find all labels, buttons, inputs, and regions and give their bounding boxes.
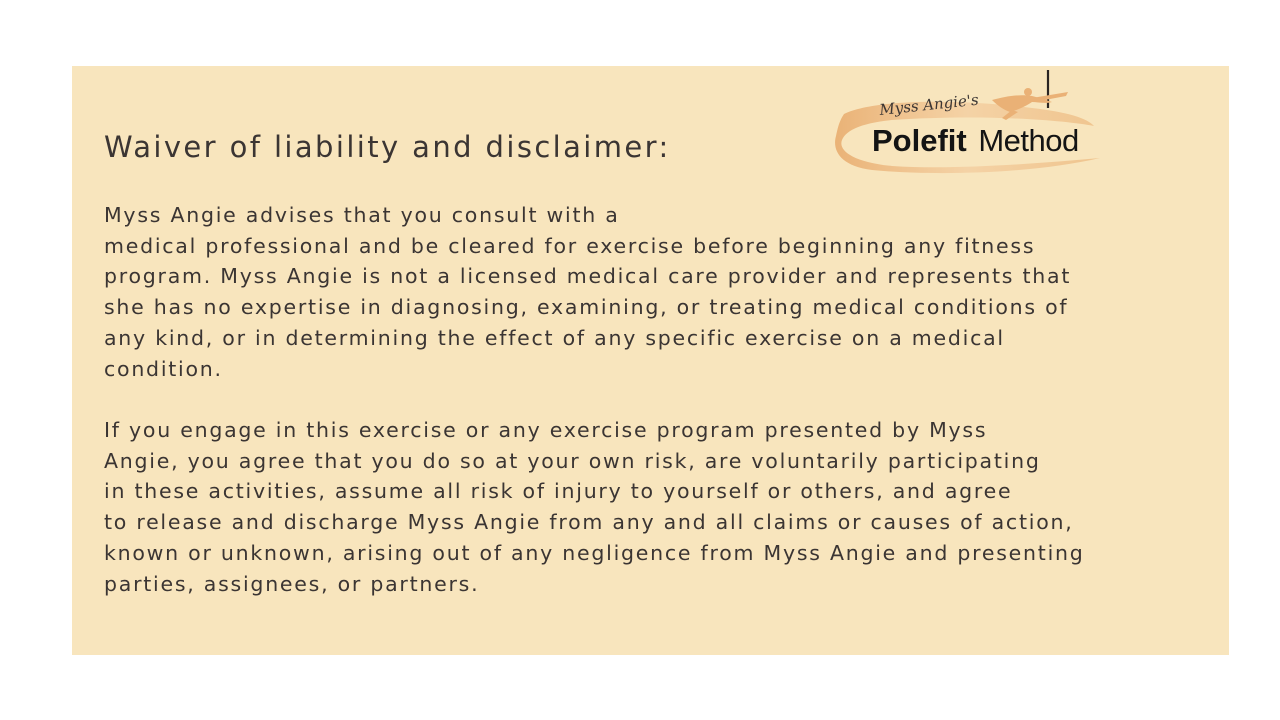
logo-bold-text: Polefit (872, 123, 967, 158)
paragraph-line: any kind, or in determining the effect of any specific exercise on a medical (104, 325, 1005, 350)
paragraph-line: If you engage in this exercise or any exercise program presented by Myss (104, 418, 988, 442)
paragraph-line: she has no expertise in diagnosing, examining, or treating medical conditions of (104, 295, 1069, 320)
paragraph-line: to release and discharge Myss Angie from any and all claims or causes of action, (104, 510, 1074, 535)
disclaimer-paragraph-2 (104, 415, 1085, 599)
disclaimer-paragraph-1 (104, 200, 1071, 384)
page-title: Waiver of liability and disclaimer: (104, 130, 671, 164)
paragraph-line: Angie, you agree that you do so at your own risk, are voluntarily participating (104, 448, 1041, 473)
logo-light-text: Method (978, 123, 1079, 158)
logo-script-text: Myss Angie's (878, 90, 980, 119)
paragraph-line: parties, assignees, or partners. (104, 571, 480, 596)
paragraph-line: Myss Angie advises that you consult with a (104, 203, 620, 227)
paragraph-line: known or unknown, arising out of any negligence from Myss Angie and presenting (104, 540, 1085, 565)
logo-wordmark (872, 123, 1079, 158)
paragraph-line: program. Myss Angie is not a licensed medical care provider and represents that (104, 264, 1072, 289)
paragraph-line: medical professional and be cleared for exercise before beginning any fitness (104, 233, 1036, 258)
polefit-method-logo (832, 70, 1104, 176)
paragraph-line: in these activities, assume all risk of injury to yourself or others, and agree (104, 479, 1013, 504)
paragraph-line: condition. (104, 356, 223, 381)
logo-graphic (832, 70, 1104, 176)
